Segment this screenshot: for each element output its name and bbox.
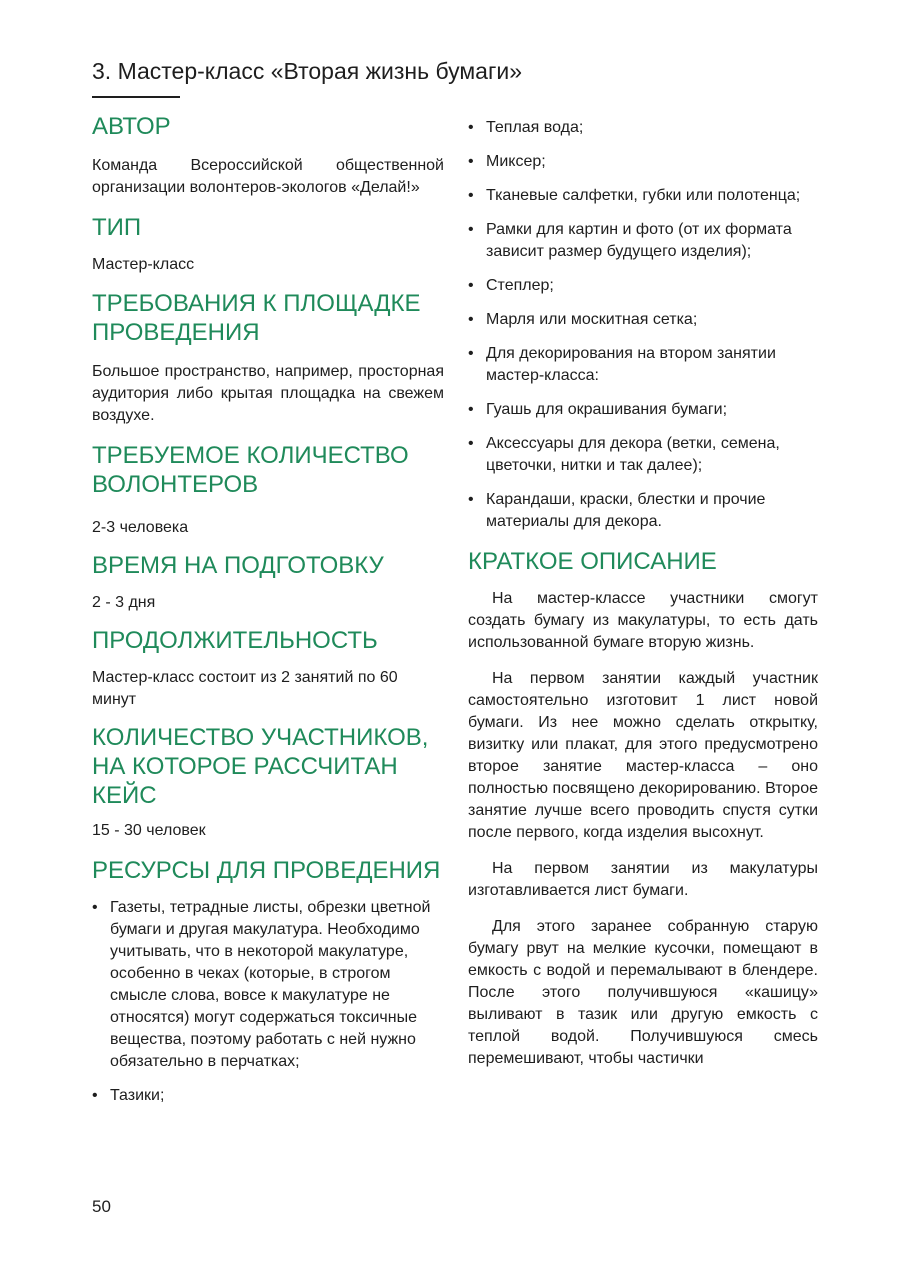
duration-heading: ПРОДОЛЖИТЕЛЬНОСТЬ — [92, 627, 378, 654]
volunteers-text: 2-3 человека — [92, 519, 189, 536]
bullet-icon: • — [468, 345, 474, 362]
author-text: Команда Всероссийской общественной организации волонтеров-экологов «Делай!» — [92, 157, 444, 196]
page-title: 3. Мастер-класс «Вторая жизнь бумаги» — [92, 58, 522, 84]
summary-heading: КРАТКОЕ ОПИСАНИЕ — [468, 548, 717, 575]
bullet-icon: • — [468, 221, 474, 238]
list-item-text: Карандаши, краски, блестки и прочие материалы для декора. — [486, 491, 766, 530]
list-item — [468, 275, 818, 297]
right-column — [468, 112, 818, 1070]
bullet-icon: • — [468, 311, 474, 328]
resources-list-left — [92, 897, 444, 1107]
author-heading: АВТОР — [92, 113, 171, 140]
list-item — [468, 151, 818, 173]
bullet-icon: • — [468, 401, 474, 418]
summary-paragraph: Для этого заранее собранную старую бумагу рвут на мелкие кусочки, помещают в емкость с водой и перемалывают в блендере. После этого получившуюся «кашицу» выливают в тазик или другую емкость с теплой водой. Получившуюся смесь перемешивают, чтобы частички — [468, 918, 818, 1067]
bullet-icon: • — [468, 119, 474, 136]
resources-list-right — [468, 117, 818, 533]
list-item — [468, 185, 818, 207]
bullet-icon: • — [92, 1087, 98, 1104]
venue-heading: ТРЕБОВАНИЯ К ПЛОЩАДКЕ ПРОВЕДЕНИЯ — [92, 290, 421, 346]
bullet-icon: • — [92, 899, 98, 916]
summary-paragraph: На первом занятии из макулатуры изготавливается лист бумаги. — [468, 860, 818, 899]
bullet-icon: • — [468, 435, 474, 452]
participants-heading: КОЛИЧЕСТВО УЧАСТНИКОВ, НА КОТОРОЕ РАССЧИТАН КЕЙС — [92, 724, 429, 809]
participants-text: 15 - 30 человек — [92, 822, 206, 839]
list-item-text: Степлер; — [486, 277, 554, 294]
bullet-icon: • — [468, 187, 474, 204]
list-item-text: Для декорирования на втором занятии мастер-класса: — [486, 345, 776, 384]
prep-text: 2 - 3 дня — [92, 594, 156, 611]
list-item-text: Теплая вода; — [486, 119, 584, 136]
prep-heading: ВРЕМЯ НА ПОДГОТОВКУ — [92, 552, 384, 579]
list-item-text: Тканевые салфетки, губки или полотенца; — [486, 187, 801, 204]
summary-paragraph: На первом занятии каждый участник самостоятельно изготовит 1 лист новой бумаги. Из нее можно сделать открытку, визитку или плакат, для этого предусмотрено второе занятие мастер-класса – оно полностью посвящено декорированию. Второе занятие лучше всего проводить спустя сутки после первого, когда изделия высохнут. — [468, 670, 818, 841]
volunteers-heading: ТРЕБУЕМОЕ КОЛИЧЕСТВО ВОЛОНТЕРОВ — [92, 442, 409, 498]
resources-heading: РЕСУРСЫ ДЛЯ ПРОВЕДЕНИЯ — [92, 857, 441, 884]
list-item-text: Рамки для картин и фото (от их формата зависит размер будущего изделия); — [486, 221, 792, 260]
type-heading: ТИП — [92, 214, 142, 241]
list-item — [468, 489, 818, 533]
bullet-icon: • — [468, 277, 474, 294]
venue-text: Большое пространство, например, просторная аудитория либо крытая площадка на свежем воздухе. — [92, 363, 444, 424]
list-item-text: Миксер; — [486, 153, 546, 170]
left-column — [92, 112, 444, 1107]
list-item — [468, 309, 818, 331]
type-text: Мастер-класс — [92, 256, 195, 273]
list-item-text: Тазики; — [110, 1087, 165, 1104]
page-number: 50 — [92, 1197, 111, 1216]
summary-paragraph: На мастер-классе участники смогут создать бумагу из макулатуры, то есть дать использованной бумаге вторую жизнь. — [468, 590, 818, 651]
bullet-icon: • — [468, 153, 474, 170]
list-item — [92, 1085, 444, 1107]
title-underline — [92, 96, 180, 98]
list-item-text: Аксессуары для декора (ветки, семена, цветочки, нитки и так далее); — [486, 435, 780, 474]
list-item-text: Газеты, тетрадные листы, обрезки цветной бумаги и другая макулатура. Необходимо учитывать, что в некоторой макулатуре, особенно в чеках (которые, в строгом смысле слова, вовсе к макулатуре не относятся) могут содержаться токсичные вещества, поэтому работать с ней нужно обязательно в перчатках; — [110, 899, 431, 1070]
list-item — [468, 433, 818, 477]
list-item — [468, 117, 818, 139]
list-item — [92, 897, 444, 1073]
bullet-icon: • — [468, 491, 474, 508]
list-item-text: Гуашь для окрашивания бумаги; — [486, 401, 728, 418]
duration-text: Мастер-класс состоит из 2 занятий по 60 минут — [92, 669, 398, 708]
list-item-text: Марля или москитная сетка; — [486, 311, 698, 328]
list-item — [468, 219, 818, 263]
list-item — [468, 399, 818, 421]
list-item — [468, 343, 818, 387]
